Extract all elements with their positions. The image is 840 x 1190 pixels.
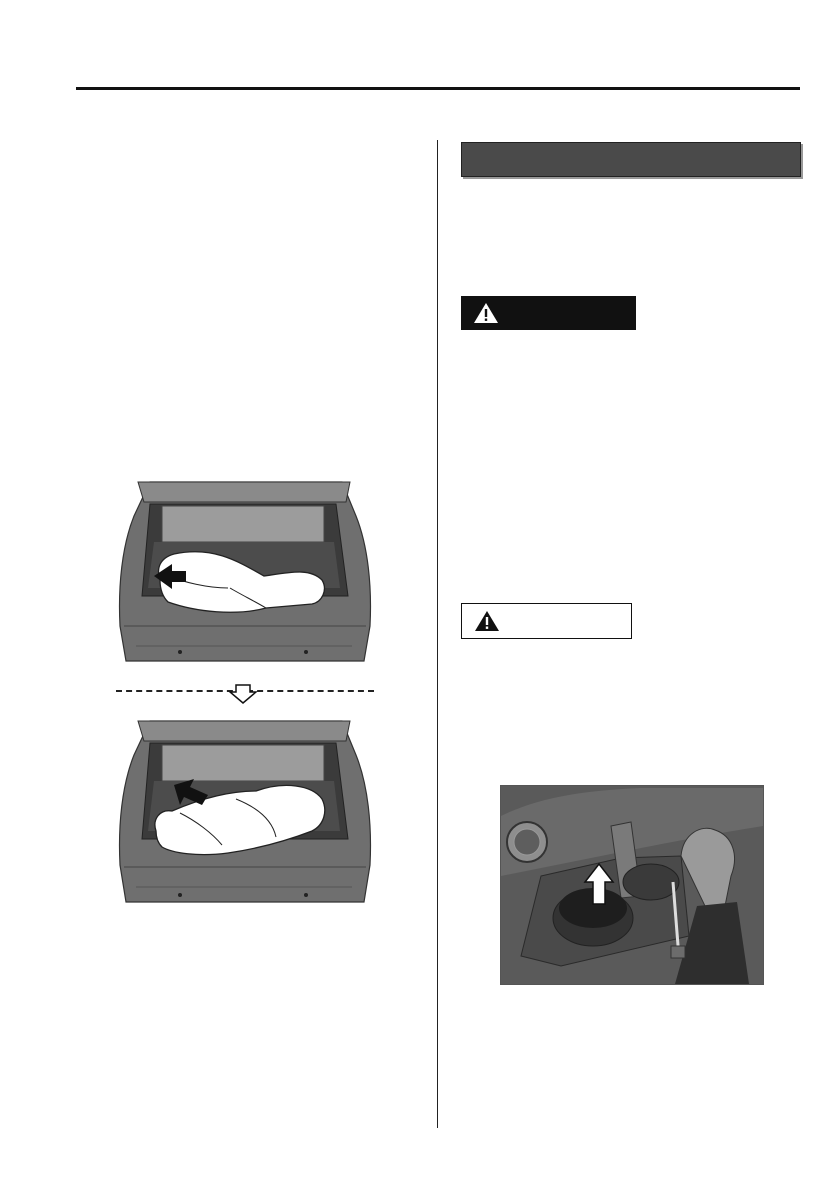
warning-box <box>461 296 636 330</box>
section-heading-text <box>462 143 800 159</box>
center-console-illustration <box>500 785 764 985</box>
section-heading-bar <box>461 142 801 177</box>
down-outline-arrow-icon <box>228 684 258 704</box>
warning-triangle-icon <box>473 301 499 325</box>
caution-box <box>461 603 632 639</box>
header-rule <box>76 87 800 90</box>
column-divider <box>437 140 438 1128</box>
caution-triangle-icon <box>474 609 500 633</box>
trunk-loading-illustration-2 <box>116 715 372 913</box>
trunk-loading-illustration-1 <box>116 476 372 672</box>
